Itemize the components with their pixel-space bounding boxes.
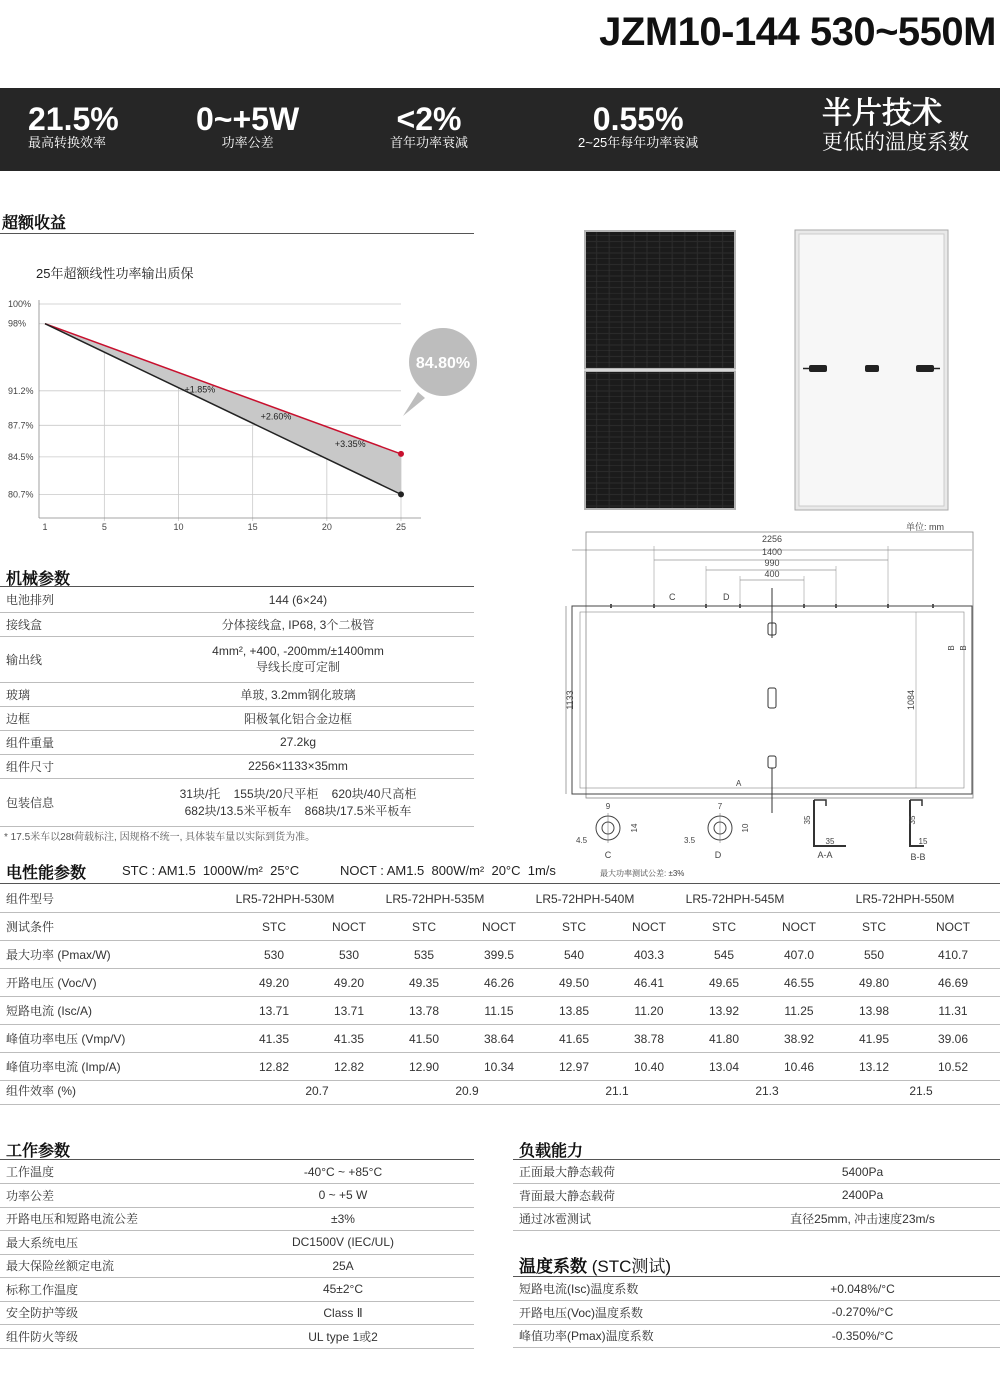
stat-half-cell [822, 98, 969, 156]
row-label: 背面最大静态载荷 [513, 1184, 725, 1208]
dim-bb-h: 15 [918, 837, 928, 846]
row-label: 开路电压和短路电流公差 [0, 1207, 212, 1231]
label-d: D [723, 592, 730, 602]
section-label-d: D [714, 850, 722, 860]
table-row [0, 1025, 1000, 1053]
row-label: 正面最大静态载荷 [513, 1160, 725, 1184]
cell-value: 49.80 [842, 969, 906, 997]
row-label: 安全防护等级 [0, 1301, 212, 1325]
section-rule [0, 233, 474, 234]
row-value: 2400Pa [725, 1184, 1000, 1208]
tolerance-note: 最大功率测试公差: ±3% [600, 869, 685, 878]
y-tick-label: 98% [8, 318, 27, 329]
row-value: 45±2°C [212, 1278, 474, 1302]
row-value-2: 682块/13.5米平板车 868块/17.5米平板车 [184, 804, 412, 818]
dim-d-side: 10 [741, 823, 750, 833]
row-value: -40°C ~ +85°C [212, 1160, 474, 1184]
table-row [0, 730, 474, 754]
x-tick-label: 15 [247, 522, 258, 532]
row-value: +0.048%/°C [725, 1277, 1000, 1301]
upper-end-point [398, 451, 404, 457]
page-title: JZM10-144 530~550M [599, 10, 996, 54]
table-row [0, 1207, 474, 1231]
chart-title: 25年超额线性功率输出质保 [36, 266, 194, 281]
junction-box-center [865, 365, 879, 372]
table-row [0, 1278, 474, 1302]
row-label: 标称工作温度 [0, 1278, 212, 1302]
cell-value: 13.78 [392, 997, 456, 1025]
row-value: DC1500V (IEC/UL) [212, 1231, 474, 1255]
cell-value: 11.31 [906, 997, 1000, 1025]
cell-value: 46.55 [756, 969, 842, 997]
dimension-drawing [560, 528, 1000, 878]
cell-value: 41.35 [306, 1025, 392, 1053]
cell-value: 38.64 [456, 1025, 542, 1053]
row-value: 25A [212, 1254, 474, 1278]
stat-value: 半片技术 [822, 97, 942, 130]
dim-width: 1133 [565, 690, 575, 710]
row-label: 组件型号 [0, 885, 210, 913]
row-label: 短路电流(Isc)温度系数 [513, 1277, 725, 1301]
temperature-subtitle: (STC测试) [591, 1257, 672, 1276]
cond-stc: STC [392, 913, 456, 941]
cell-value: 12.82 [306, 1053, 392, 1081]
cell-value: 12.97 [542, 1053, 606, 1081]
dim-c-side: 14 [630, 823, 639, 833]
table-row [0, 1077, 1000, 1105]
dim-400: 400 [764, 569, 780, 579]
table-row [0, 1301, 474, 1325]
cell-value: 38.92 [756, 1025, 842, 1053]
load-table [513, 1160, 1000, 1231]
cell-value: 13.71 [306, 997, 392, 1025]
operating-section-title: 工作参数 [6, 1143, 71, 1160]
cell-value: 11.15 [456, 997, 542, 1025]
label-b-top-2: B [959, 645, 968, 651]
row-label: 通过冰雹测试 [513, 1207, 725, 1231]
table-row [0, 941, 1000, 969]
cell-value: 41.95 [842, 1025, 906, 1053]
row-value: ±3% [212, 1207, 474, 1231]
gain-annotation: +1.85% [184, 384, 216, 395]
table-row [0, 1254, 474, 1278]
efficiency-value: 21.5 [842, 1077, 1000, 1105]
stat-tolerance [196, 102, 299, 150]
cond-stc: STC [692, 913, 756, 941]
cell-value: 11.25 [756, 997, 842, 1025]
dim-aa-v: 35 [803, 815, 812, 825]
row-label: 峰值功率(Pmax)温度系数 [513, 1324, 725, 1348]
row-label: 功率公差 [0, 1184, 212, 1208]
row-value: 31块/托 155块/20尺平柜 620块/40尺高柜 [179, 787, 417, 801]
stat-value: 21.5% [28, 101, 119, 137]
row-label: 工作温度 [0, 1160, 212, 1184]
cell-value: 12.90 [392, 1053, 456, 1081]
stat-value: 0~+5W [196, 101, 300, 137]
row-value: 5400Pa [725, 1160, 1000, 1184]
row-label: 组件尺寸 [0, 754, 122, 778]
model-name: LR5-72HPH-540M [510, 885, 660, 913]
cell-value: 49.50 [542, 969, 606, 997]
row-label: 组件重量 [0, 730, 122, 754]
junction-box-left [809, 365, 827, 372]
cell-value: 49.35 [392, 969, 456, 997]
gain-annotation: +3.35% [334, 438, 366, 449]
table-row [513, 1160, 1000, 1184]
warranty-chart [0, 290, 480, 540]
lower-warranty-line [45, 324, 401, 495]
warranty-section-title: 超额收益 [2, 215, 67, 232]
cond-noct: NOCT [606, 913, 692, 941]
cond-noct: NOCT [906, 913, 1000, 941]
row-label: 峰值功率电压 (Vmp/V) [0, 1025, 242, 1053]
row-value: -0.350%/°C [725, 1324, 1000, 1348]
row-value: 2256×1133×35mm [122, 754, 474, 778]
table-row [0, 1231, 474, 1255]
label-a: A [736, 779, 742, 788]
stat-label: 2~25年每年功率衰减 [578, 135, 699, 150]
electrical-values-table [0, 913, 1000, 1081]
table-row [0, 1184, 474, 1208]
mechanical-footnote: * 17.5米车以28t荷载标注, 因规格不统一, 具体装车量以实际到货为准。 [4, 832, 316, 843]
junction-box-right [916, 365, 934, 372]
model-name: LR5-72HPH-545M [660, 885, 810, 913]
row-value: 分体接线盒, IP68, 3个二极管 [122, 612, 474, 636]
cond-stc: STC [242, 913, 306, 941]
temperature-table [513, 1277, 1000, 1348]
y-tick-label: 87.7% [8, 420, 34, 431]
cell-value: 403.3 [606, 941, 692, 969]
dim-1084: 1084 [906, 689, 916, 711]
table-row [0, 1325, 474, 1349]
upper-warranty-line [45, 324, 401, 454]
row-value: UL type 1或2 [212, 1325, 474, 1349]
cell-value: 399.5 [456, 941, 542, 969]
cell-value: 46.26 [456, 969, 542, 997]
dim-d-top: 7 [717, 802, 723, 811]
row-label: 开路电压(Voc)温度系数 [513, 1301, 725, 1325]
cell-value: 407.0 [756, 941, 842, 969]
stc-conditions: STC : AM1.5 1000W/m² 25°C [122, 863, 300, 878]
cell-value: 39.06 [906, 1025, 1000, 1053]
row-value: Class Ⅱ [212, 1301, 474, 1325]
cell-value: 41.35 [242, 1025, 306, 1053]
table-row [0, 913, 1000, 941]
x-tick-label: 20 [321, 522, 332, 532]
table-row [0, 885, 1000, 913]
row-value-2: 导线长度可定制 [255, 659, 340, 674]
table-row [513, 1301, 1000, 1325]
row-value: 0 ~ +5 W [212, 1184, 474, 1208]
noct-conditions: NOCT : AM1.5 800W/m² 20°C 1m/s [340, 863, 556, 878]
cond-stc: STC [542, 913, 606, 941]
stat-annual [578, 102, 698, 150]
row-label: 最大保险丝额定电流 [0, 1254, 212, 1278]
feature-banner [0, 88, 1000, 171]
stat-label: 功率公差 [221, 135, 274, 150]
cell-value: 10.40 [606, 1053, 692, 1081]
efficiency-value: 20.7 [242, 1077, 392, 1105]
row-value: 4mm², +400, -200mm/±1400mm [212, 643, 384, 658]
cell-value: 10.46 [756, 1053, 842, 1081]
cell-value: 46.41 [606, 969, 692, 997]
efficiency-value: 21.1 [542, 1077, 692, 1105]
stat-value: <2% [396, 101, 462, 137]
row-label: 短路电流 (Isc/A) [0, 997, 242, 1025]
label-c: C [669, 592, 676, 602]
dim-length: 2256 [761, 534, 783, 544]
stat-label: 更低的温度系数 [822, 131, 969, 154]
cell-value: 535 [392, 941, 456, 969]
temperature-section-title [519, 1252, 671, 1277]
cell-value: 41.80 [692, 1025, 756, 1053]
cell-value: 545 [692, 941, 756, 969]
row-label: 峰值功率电流 (Imp/A) [0, 1053, 242, 1081]
table-row [0, 754, 474, 778]
cell-value: 41.50 [392, 1025, 456, 1053]
lower-end-point [398, 491, 404, 497]
x-tick-label: 1 [42, 522, 48, 532]
cell-value: 13.98 [842, 997, 906, 1025]
dim-c-left: 4.5 [576, 836, 588, 845]
row-value: 直径25mm, 冲击速度23m/s [725, 1207, 1000, 1231]
cell-value: 13.92 [692, 997, 756, 1025]
cell-value: 550 [842, 941, 906, 969]
dim-990: 990 [764, 558, 780, 568]
y-tick-label: 80.7% [8, 489, 34, 500]
cell-value: 49.20 [242, 969, 306, 997]
row-label: 最大功率 (Pmax/W) [0, 941, 242, 969]
table-row [0, 997, 1000, 1025]
table-row [0, 588, 474, 612]
row-value: 27.2kg [122, 730, 474, 754]
dim-d-left: 3.5 [684, 836, 696, 845]
cell-value: 46.69 [906, 969, 1000, 997]
row-label: 电池排列 [0, 588, 122, 612]
cell-value: 38.78 [606, 1025, 692, 1053]
table-row [0, 636, 474, 682]
table-row [0, 969, 1000, 997]
efficiency-value: 20.9 [392, 1077, 542, 1105]
cell-value: 13.85 [542, 997, 606, 1025]
table-row [0, 778, 474, 826]
gain-annotation: +2.60% [260, 411, 292, 422]
cell-value: 10.34 [456, 1053, 542, 1081]
row-label: 组件效率 (%) [0, 1077, 242, 1105]
stat-value: 0.55% [592, 101, 684, 137]
cond-noct: NOCT [456, 913, 542, 941]
row-label: 最大系统电压 [0, 1231, 212, 1255]
table-row [0, 682, 474, 706]
model-name: LR5-72HPH-530M [210, 885, 360, 913]
row-value: 144 (6×24) [122, 588, 474, 612]
row-label: 包装信息 [0, 778, 122, 826]
y-tick-label: 100% [8, 299, 32, 309]
panel-back-image [795, 230, 948, 510]
stat-label: 最高转换效率 [28, 135, 107, 150]
table-row [0, 1160, 474, 1184]
load-section-title: 负载能力 [519, 1143, 584, 1160]
dim-bb-v: 35 [908, 815, 917, 825]
cell-value: 49.65 [692, 969, 756, 997]
cell-value: 410.7 [906, 941, 1000, 969]
section-label-bb: B-B [910, 852, 926, 862]
row-label: 测试条件 [0, 913, 242, 941]
cell-value: 13.71 [242, 997, 306, 1025]
stat-label: 首年功率衰减 [390, 135, 469, 150]
electrical-section-title: 电性能参数 [6, 865, 87, 882]
dim-aa-h: 35 [825, 837, 835, 846]
table-row [0, 706, 474, 730]
section-label-aa: A-A [817, 850, 833, 860]
mechanical-table [0, 588, 474, 827]
cell-value: 530 [306, 941, 392, 969]
row-label: 玻璃 [0, 682, 122, 706]
mechanical-section-title: 机械参数 [6, 571, 71, 588]
unit-label: 单位: mm [906, 522, 944, 532]
cell-value: 11.20 [606, 997, 692, 1025]
row-label: 边框 [0, 706, 122, 730]
dim-1400: 1400 [761, 547, 783, 557]
cell-value: 530 [242, 941, 306, 969]
cell-value: 13.12 [842, 1053, 906, 1081]
bubble-tail [403, 392, 425, 416]
row-label: 接线盒 [0, 612, 122, 636]
stat-first-year [390, 102, 468, 150]
row-label: 输出线 [0, 636, 122, 682]
cell-value: 10.52 [906, 1053, 1000, 1081]
operating-table [0, 1160, 474, 1349]
table-row [513, 1207, 1000, 1231]
cell-value: 13.04 [692, 1053, 756, 1081]
table-row [513, 1324, 1000, 1348]
cond-stc: STC [842, 913, 906, 941]
row-value: 阳极氧化铝合金边框 [122, 706, 474, 730]
cell-value: 49.20 [306, 969, 392, 997]
cell-value: 41.65 [542, 1025, 606, 1053]
table-row [0, 612, 474, 636]
y-tick-label: 91.2% [8, 385, 34, 396]
row-value: -0.270%/°C [725, 1301, 1000, 1325]
section-rule [0, 586, 474, 587]
section-rule [0, 883, 1000, 884]
cond-noct: NOCT [756, 913, 842, 941]
row-label: 组件防火等级 [0, 1325, 212, 1349]
label-b-top: B [947, 645, 956, 651]
table-row [513, 1277, 1000, 1301]
electrical-table [0, 885, 1000, 913]
temperature-title: 温度系数 [519, 1257, 587, 1276]
section-label-c: C [604, 850, 612, 860]
bubble-label: 84.80% [415, 355, 471, 372]
stat-efficiency [28, 102, 119, 150]
model-name: LR5-72HPH-550M [810, 885, 1000, 913]
y-tick-label: 84.5% [8, 451, 34, 462]
model-name: LR5-72HPH-535M [360, 885, 510, 913]
cell-value: 12.82 [242, 1053, 306, 1081]
panel-front-image [584, 230, 736, 510]
row-label: 开路电压 (Voc/V) [0, 969, 242, 997]
x-tick-label: 10 [173, 522, 184, 532]
cond-noct: NOCT [306, 913, 392, 941]
dim-c-top: 9 [605, 802, 611, 811]
efficiency-table [0, 1077, 1000, 1105]
cell-value: 540 [542, 941, 606, 969]
x-tick-label: 5 [101, 522, 107, 532]
x-tick-label: 25 [395, 522, 407, 532]
table-row [513, 1184, 1000, 1208]
efficiency-value: 21.3 [692, 1077, 842, 1105]
row-value: 单玻, 3.2mm钢化玻璃 [122, 682, 474, 706]
